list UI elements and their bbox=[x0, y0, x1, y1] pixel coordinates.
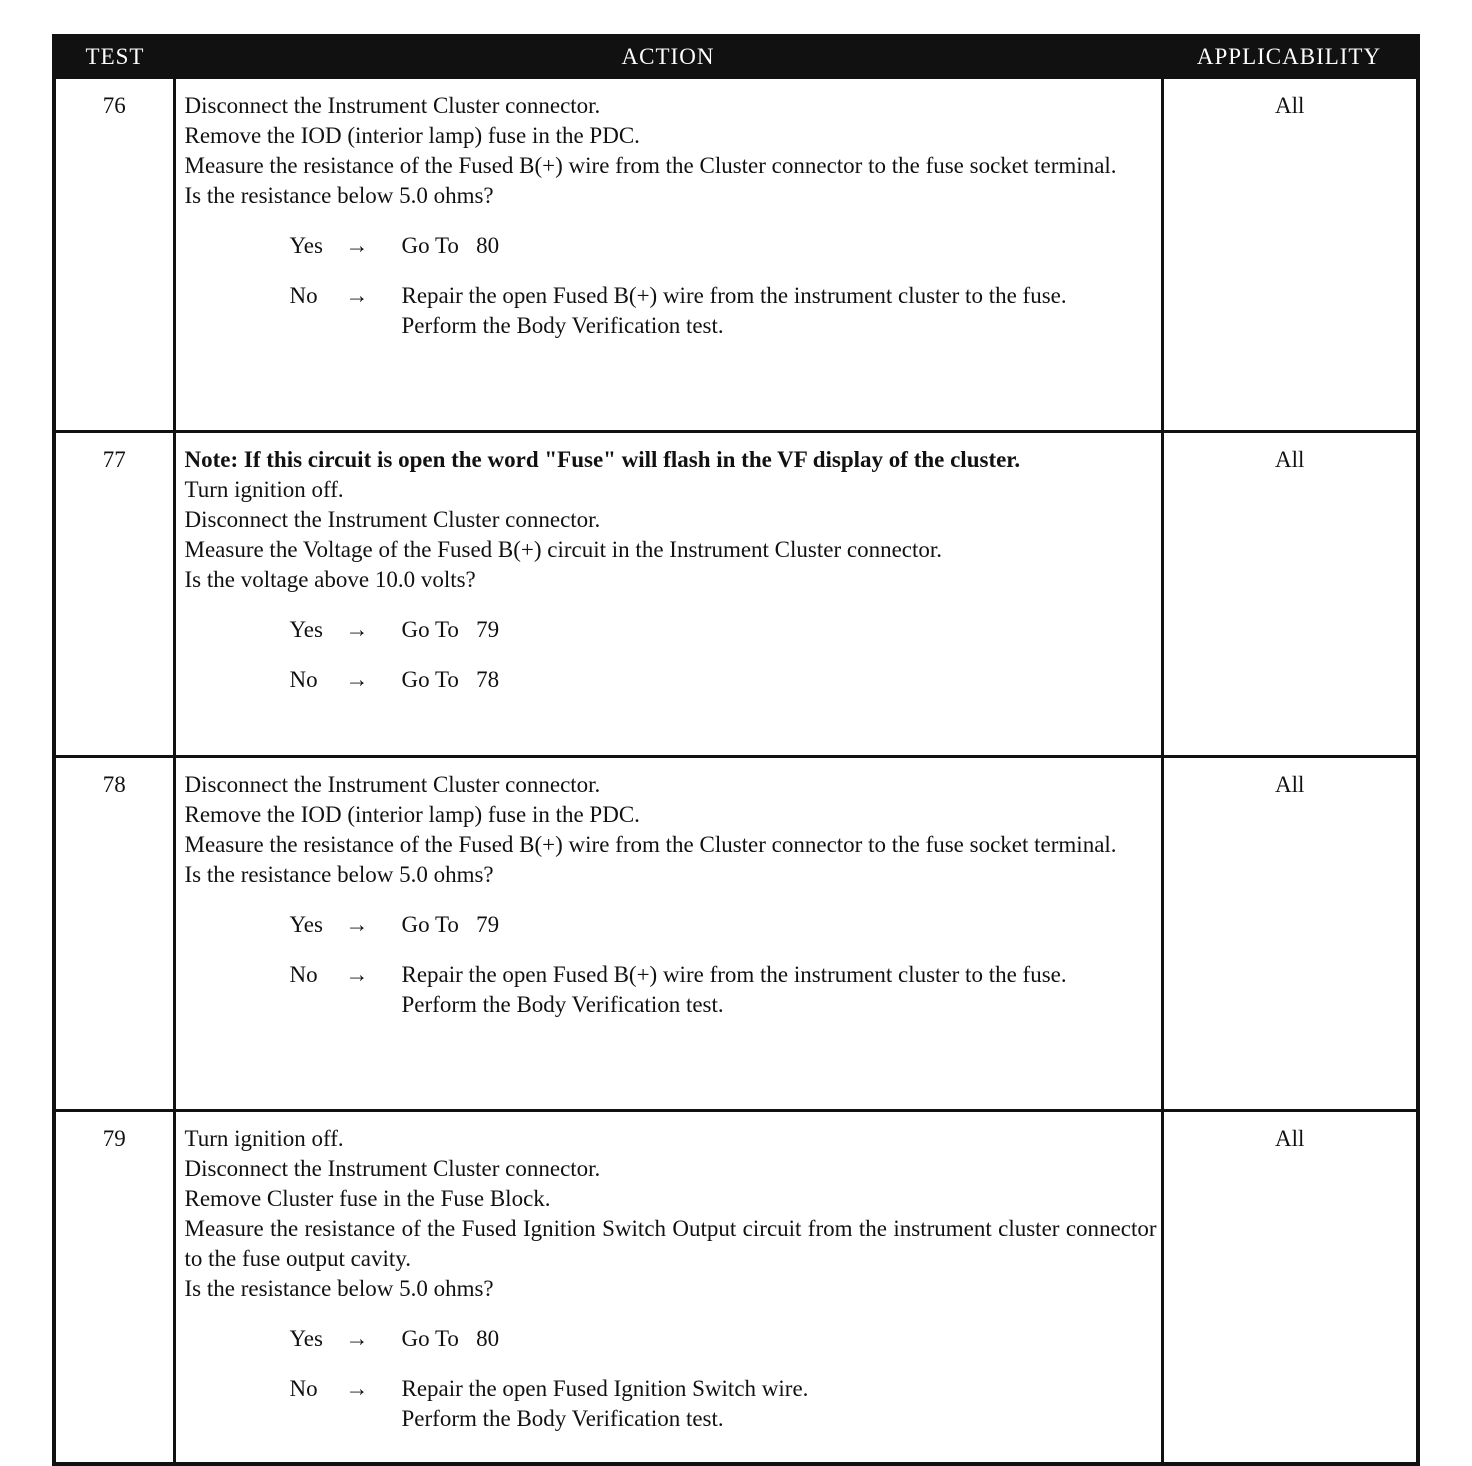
outcome-result bbox=[402, 665, 1157, 695]
result-line: Go To 79 bbox=[401, 617, 500, 642]
outcome-no bbox=[290, 1374, 1157, 1434]
arrow-icon: → bbox=[345, 283, 369, 308]
outcome-label: Yes bbox=[289, 617, 323, 642]
test-number: 76 bbox=[54, 78, 174, 432]
result-line: Repair the open Fused B(+) wire from the instrument cluster to the fuse. bbox=[401, 283, 1067, 308]
outcome-result bbox=[402, 281, 1157, 341]
action-step: Remove the IOD (interior lamp) fuse in the PDC. bbox=[184, 802, 640, 827]
header-action: ACTION bbox=[174, 36, 1162, 78]
outcome-result bbox=[402, 960, 1157, 1020]
test-number: 78 bbox=[54, 757, 174, 1111]
action-step: Is the voltage above 10.0 volts? bbox=[184, 567, 476, 592]
result-line: Perform the Body Verification test. bbox=[401, 992, 724, 1017]
header-row bbox=[54, 36, 1418, 78]
outcome-label: No bbox=[289, 667, 318, 692]
action-step: Remove the IOD (interior lamp) fuse in the PDC. bbox=[184, 123, 640, 148]
result-line: Repair the open Fused B(+) wire from the instrument cluster to the fuse. bbox=[401, 962, 1067, 987]
applicability-value: All bbox=[1162, 757, 1418, 1111]
action-step: Measure the resistance of the Fused B(+) wire from the Cluster connector to the fuse socket terminal. bbox=[184, 832, 1117, 857]
outcome-yes bbox=[290, 231, 1157, 261]
outcome-no bbox=[290, 281, 1157, 341]
action-step: Measure the resistance of the Fused Ignition Switch Output circuit from the instrument cluster connector to the fuse output cavity. bbox=[184, 1216, 1157, 1271]
test-number: 77 bbox=[54, 432, 174, 757]
action-step: Measure the resistance of the Fused B(+) wire from the Cluster connector to the fuse socket terminal. bbox=[184, 153, 1117, 178]
table-row bbox=[54, 432, 1418, 757]
outcome-result bbox=[402, 1374, 1157, 1434]
action-step: Disconnect the Instrument Cluster connector. bbox=[184, 507, 601, 532]
diagnostic-test-table bbox=[52, 34, 1420, 1466]
action-step: Measure the Voltage of the Fused B(+) circuit in the Instrument Cluster connector. bbox=[184, 537, 943, 562]
action-cell bbox=[174, 78, 1162, 432]
action-step: Disconnect the Instrument Cluster connector. bbox=[184, 772, 601, 797]
outcome-result bbox=[402, 910, 1157, 940]
outcome-no bbox=[290, 665, 1157, 695]
header-test: TEST bbox=[54, 36, 174, 78]
note-text: Note: If this circuit is open the word "Fuse" will flash in the VF display of the cluster. bbox=[184, 447, 1021, 472]
outcome-label: No bbox=[289, 1376, 318, 1401]
result-line: Repair the open Fused Ignition Switch wire. bbox=[401, 1376, 809, 1401]
arrow-icon: → bbox=[345, 233, 369, 258]
table-header bbox=[54, 36, 1418, 78]
outcome-label: No bbox=[289, 962, 318, 987]
outcome-label: No bbox=[289, 283, 318, 308]
arrow-icon: → bbox=[345, 1326, 369, 1351]
table-row bbox=[54, 757, 1418, 1111]
action-step: Remove Cluster fuse in the Fuse Block. bbox=[184, 1186, 551, 1211]
action-cell bbox=[174, 432, 1162, 757]
action-step: Is the resistance below 5.0 ohms? bbox=[184, 862, 494, 887]
result-line: Perform the Body Verification test. bbox=[401, 313, 724, 338]
table-row bbox=[54, 1111, 1418, 1465]
action-cell bbox=[174, 757, 1162, 1111]
result-line: Go To 80 bbox=[401, 1326, 500, 1351]
action-cell bbox=[174, 1111, 1162, 1465]
test-number: 79 bbox=[54, 1111, 174, 1465]
outcome-yes bbox=[290, 1324, 1157, 1354]
action-step: Disconnect the Instrument Cluster connector. bbox=[184, 93, 601, 118]
result-line: Go To 78 bbox=[401, 667, 500, 692]
applicability-value: All bbox=[1162, 1111, 1418, 1465]
result-line: Perform the Body Verification test. bbox=[401, 1406, 724, 1431]
action-step: Turn ignition off. bbox=[184, 477, 344, 502]
action-step: Is the resistance below 5.0 ohms? bbox=[184, 1276, 494, 1301]
outcome-yes bbox=[290, 615, 1157, 645]
arrow-icon: → bbox=[345, 617, 369, 642]
outcome-result bbox=[402, 1324, 1157, 1354]
action-step: Disconnect the Instrument Cluster connector. bbox=[184, 1156, 601, 1181]
header-applicability: APPLICABILITY bbox=[1162, 36, 1418, 78]
outcome-no bbox=[290, 960, 1157, 1020]
outcome-result bbox=[402, 231, 1157, 261]
applicability-value: All bbox=[1162, 78, 1418, 432]
applicability-value: All bbox=[1162, 432, 1418, 757]
outcome-label: Yes bbox=[289, 233, 323, 258]
result-line: Go To 79 bbox=[401, 912, 500, 937]
result-line: Go To 80 bbox=[401, 233, 500, 258]
arrow-icon: → bbox=[345, 912, 369, 937]
arrow-icon: → bbox=[345, 1376, 369, 1401]
arrow-icon: → bbox=[345, 962, 369, 987]
outcome-label: Yes bbox=[289, 912, 323, 937]
arrow-icon: → bbox=[345, 667, 369, 692]
action-step: Is the resistance below 5.0 ohms? bbox=[184, 183, 494, 208]
action-step: Turn ignition off. bbox=[184, 1126, 344, 1151]
outcome-label: Yes bbox=[289, 1326, 323, 1351]
outcome-yes bbox=[290, 910, 1157, 940]
outcome-result bbox=[402, 615, 1157, 645]
table-row bbox=[54, 78, 1418, 432]
